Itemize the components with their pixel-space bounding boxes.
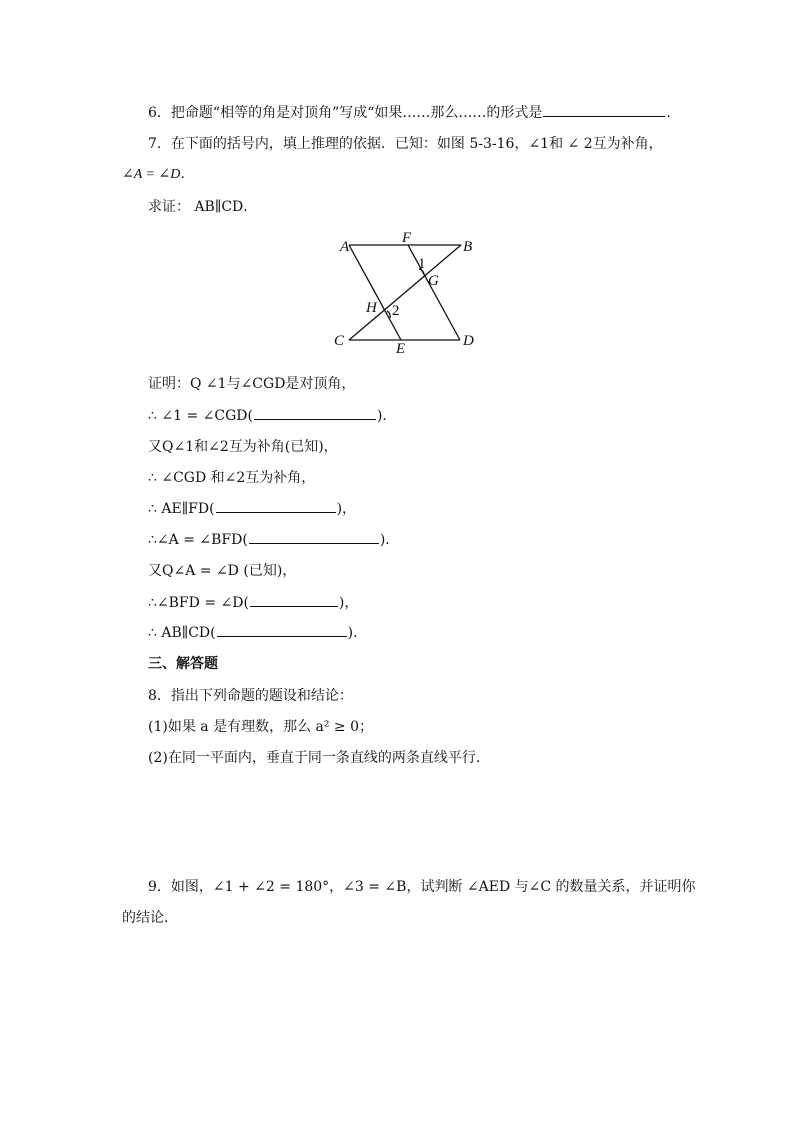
proof-line-9-start: ∴ AB∥CD( <box>148 625 216 641</box>
proof-line-6-start: ∴∠A = ∠BFD( <box>148 532 248 548</box>
label-G: G <box>428 273 439 289</box>
proof-line-6 <box>148 529 399 550</box>
proof-line-8 <box>148 592 358 613</box>
line-cb <box>349 245 461 340</box>
proof-line-5-start: ∴ AE∥FD( <box>148 501 215 517</box>
label-F: F <box>402 230 412 246</box>
proof-line-6-end: )． <box>379 532 400 548</box>
proof-line-8-end: )， <box>338 595 359 611</box>
proof-line-5-end: )， <box>336 501 357 517</box>
label-1: 1 <box>418 256 426 272</box>
question-6-text: 6．把命题“相等的角是对顶角”写成“如果……那么……的形式是 <box>148 105 543 121</box>
proof-line-2-start: ∴ ∠1 = ∠CGD( <box>148 408 253 424</box>
answer-blank-6[interactable] <box>543 102 665 117</box>
label-E: E <box>396 341 406 356</box>
label-H: H <box>366 300 377 316</box>
proof-line-7: 又Q∠A = ∠D (已知)， <box>148 563 297 579</box>
question-6 <box>148 102 680 123</box>
proof-line-3: 又Q∠1和∠2互为补角(已知)， <box>148 439 338 455</box>
answer-blank-7-2[interactable] <box>216 498 336 513</box>
proof-line-5 <box>148 498 356 519</box>
proof-line-8-start: ∴∠BFD = ∠D( <box>148 595 249 611</box>
label-D: D <box>463 333 474 349</box>
question-7-prove: 求证： AB∥CD． <box>148 199 258 215</box>
question-7-line1: 7．在下面的括号内，填上推理的依据．已知：如图 5-3-16，∠1和 ∠ 2互为补角， <box>148 136 663 152</box>
proof-line-9-end: )． <box>347 625 368 641</box>
question-8-part-2: (2)在同一平面内，垂直于同一条直线的两条直线平行． <box>148 750 490 766</box>
label-B: B <box>463 239 473 255</box>
question-8-part-1: (1)如果 a 是有理数，那么 a² ≥ 0； <box>148 719 374 735</box>
line-ae <box>349 245 401 340</box>
question-7-line2: ∠A = ∠D． <box>122 167 195 182</box>
question-9-line2: 的结论． <box>122 910 178 926</box>
answer-blank-7-4[interactable] <box>250 592 338 607</box>
section-heading: 三、解答题 <box>148 656 218 672</box>
answer-blank-7-3[interactable] <box>249 529 379 544</box>
proof-line-9 <box>148 622 367 643</box>
line-fd <box>408 245 460 340</box>
answer-blank-7-1[interactable] <box>254 405 376 420</box>
answer-blank-7-5[interactable] <box>217 622 347 637</box>
label-A: A <box>340 239 350 255</box>
proof-line-1: 证明：Q ∠1与∠CGD是对顶角， <box>148 376 356 392</box>
question-6-end: ． <box>666 105 681 121</box>
proof-line-2-end: )． <box>376 408 397 424</box>
proof-line-2 <box>148 405 396 426</box>
proof-line-4: ∴ ∠CGD 和∠2互为补角， <box>148 470 316 486</box>
question-8-title: 8．指出下列命题的题设和结论： <box>148 688 353 704</box>
label-C: C <box>334 333 345 349</box>
label-2: 2 <box>392 303 400 319</box>
question-9-line1: 9．如图，∠1 + ∠2 = 180°，∠3 = ∠B，试判断 ∠AED 与∠C 的数量关系，并证明你 <box>148 879 696 895</box>
geometry-figure <box>328 228 480 356</box>
